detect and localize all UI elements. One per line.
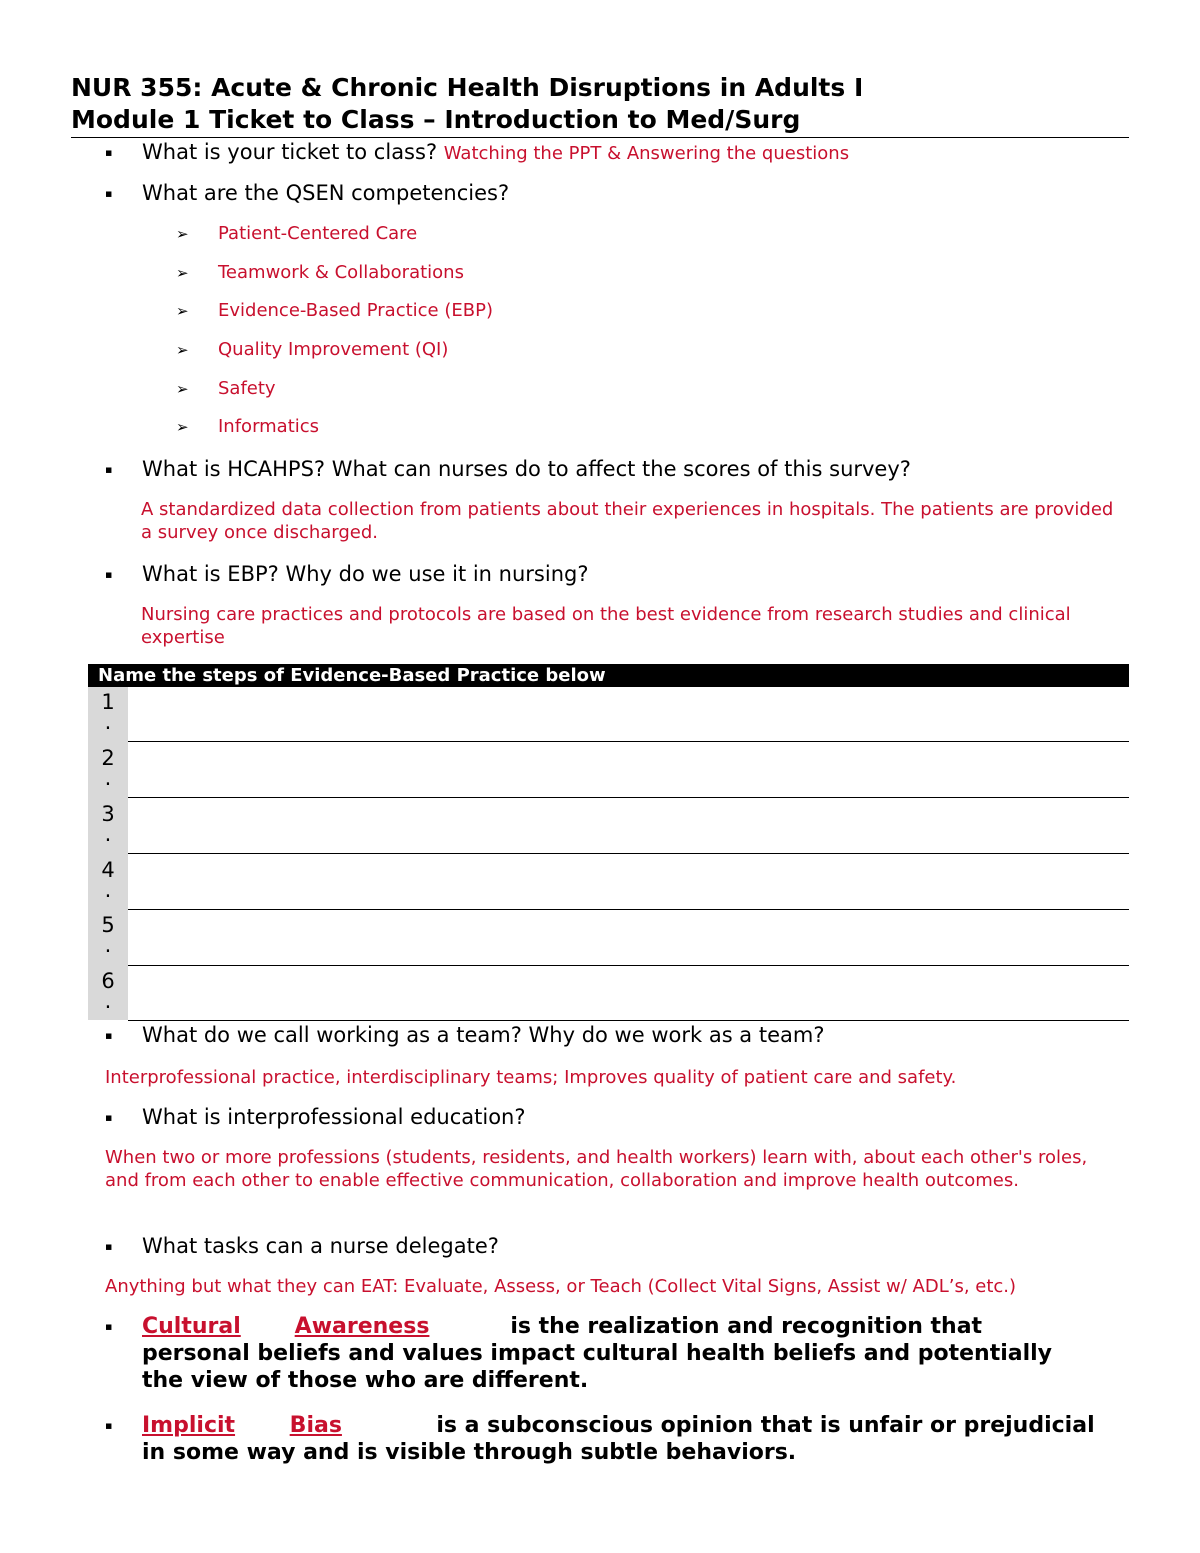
fill-blank[interactable]: Implicit	[142, 1413, 236, 1438]
fill-blank[interactable]: Bias	[289, 1413, 342, 1438]
square-bullet-icon: ▪	[105, 1240, 113, 1253]
question-text: What is interprofessional education?	[142, 1105, 526, 1129]
question-text: What is HCAHPS? What can nurses do to affect the scores of this survey?	[142, 457, 911, 481]
step-answer-line[interactable]	[128, 741, 1129, 742]
step-number: 2 .	[101, 746, 115, 790]
step-answer-line[interactable]	[128, 853, 1129, 854]
step-number: 1 .	[101, 690, 115, 734]
title-line-2: Module 1 Ticket to Class – Introduction to Med/Surg	[71, 105, 801, 134]
answer-text: A standardized data collection from patients about their experiences in hospitals. The patients are provided a survey once discharged.	[141, 499, 1114, 543]
fill-blank[interactable]: Cultural	[142, 1314, 241, 1339]
answer-text: Nursing care practices and protocols are based on the best evidence from research studies and clinical expertise	[141, 604, 1071, 648]
step-number: 5 .	[101, 913, 115, 957]
arrow-bullet-icon: ➢	[176, 302, 189, 320]
question-text: What do we call working as a team? Why do we work as a team?	[142, 1023, 825, 1047]
arrow-bullet-icon: ➢	[176, 341, 189, 359]
fill-blank[interactable]: Awareness	[294, 1314, 430, 1339]
square-bullet-icon: ▪	[105, 146, 113, 159]
step-number: 6 .	[101, 969, 115, 1013]
question-text: What tasks can a nurse delegate?	[142, 1234, 499, 1258]
title-line-1: NUR 355: Acute & Chronic Health Disruptions in Adults I	[71, 73, 864, 102]
arrow-bullet-icon: ➢	[176, 380, 189, 398]
step-number: 3 .	[101, 802, 115, 846]
square-bullet-icon: ▪	[105, 187, 113, 200]
arrow-bullet-icon: ➢	[176, 264, 189, 282]
arrow-bullet-icon: ➢	[176, 418, 189, 436]
square-bullet-icon: ▪	[105, 568, 113, 581]
answer-text: Watching the PPT & Answering the questions	[443, 143, 850, 164]
step-answer-line[interactable]	[128, 1020, 1129, 1021]
square-bullet-icon: ▪	[105, 1320, 113, 1333]
answer-text: Anything but what they can EAT: Evaluate, Assess, or Teach (Collect Vital Signs, Assist w/ ADL’s, etc.)	[105, 1276, 1017, 1297]
answer-text: When two or more professions (students, residents, and health workers) learn with, about each other's roles, and from each other to enable effective communication, collaboration and improve health outcomes.	[105, 1147, 1088, 1191]
worksheet-page: NUR 355: Acute & Chronic Health Disruptions in Adults I Module 1 Ticket to Class – Introduction to Med/Surg ▪ What is your ticket to class? Watching the PPT & Answering the questions ▪ What are the QSEN competencies? ➢ Patient-Centered Care ➢ Teamwork & Collaborations ➢ Evidence-Based Practice (EBP) ➢ Quality Improvement (QI) ➢ Safety ➢ Informatics ▪ What is HCAHPS? What can nurses do to affect the scores of this survey? A standardized data collection from patients about their experiences in hospitals. The patients are provided a survey once discharged. ▪ What is EBP? Why do we use it in nursing? Nursing care practices and protocols are based on the best evidence from research studies and clinical expertise Name the steps of Evidence-Based Practice below 1 . 2 . 3 . 4 . 5 . 6 . ▪ What do we call working as a team? Why do we work as a team? Interprofessional practice, interdisciplinary teams; Improves quality of patient care and safety. ▪ What is interprofessional education? When two or more professions (students, residents, and health workers) learn with, about each other's roles, and from each other to enable effective communication, collaboration and improve health outcomes. ▪ What tasks can a nurse delegate? Anything but what they can EAT: Evaluate, Assess, or Teach (Collect Vital Signs, Assist w/ ADL’s, etc.) ▪ Cultural Awareness is the realization and recognition that personal beliefs and values impact cultural health beliefs and potentially the view of those who are different. ▪ Implicit Bias is a subconscious opinion that is unfair or prejudicial in some way and is visible through subtle behaviors.	[0, 0, 1200, 1553]
step-number: 4 .	[101, 858, 115, 902]
question-text: What is EBP? Why do we use it in nursing?	[142, 562, 589, 586]
step-answer-line[interactable]	[128, 909, 1129, 910]
document-title	[71, 72, 1129, 138]
fill-sentence: is the realization and recognition that personal beliefs and values impact cultural health beliefs and potentially the view of those who are different.	[142, 1314, 1053, 1393]
question-text: What are the QSEN competencies?	[142, 181, 510, 205]
question-text: What is your ticket to class?	[142, 140, 438, 164]
step-answer-line[interactable]	[128, 797, 1129, 798]
square-bullet-icon: ▪	[105, 1111, 113, 1124]
answer-text: Interprofessional practice, interdisciplinary teams; Improves quality of patient care and safety.	[105, 1067, 957, 1088]
fill-sentence: is a subconscious opinion that is unfair or prejudicial in some way and is visible through subtle behaviors.	[142, 1413, 1095, 1465]
square-bullet-icon: ▪	[105, 463, 113, 476]
square-bullet-icon: ▪	[105, 1419, 113, 1432]
step-answer-line[interactable]	[128, 965, 1129, 966]
ebp-steps-header: Name the steps of Evidence-Based Practice below	[88, 664, 1129, 687]
square-bullet-icon: ▪	[105, 1029, 113, 1042]
arrow-bullet-icon: ➢	[176, 225, 189, 243]
